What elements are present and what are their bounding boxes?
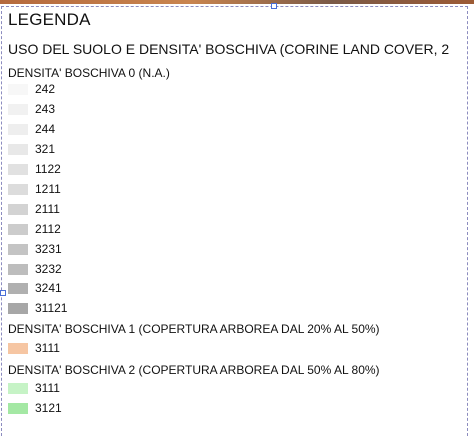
resize-handle-top[interactable] — [271, 3, 277, 9]
color-swatch — [8, 383, 28, 394]
legend-item-label: 1122 — [35, 162, 61, 176]
legend-item — [8, 301, 308, 315]
color-swatch — [8, 144, 28, 155]
group-header-density-2: DENSITA' BOSCHIVA 2 (COPERTURA ARBOREA DAL 50% AL 80%) — [8, 363, 380, 377]
legend-item-label: 1211 — [35, 182, 61, 196]
legend-item — [8, 281, 308, 295]
legend-item — [8, 202, 308, 216]
legend-item — [8, 142, 308, 156]
legend-item-label: 242 — [35, 82, 56, 96]
color-swatch — [8, 303, 28, 314]
resize-handle-left[interactable] — [0, 290, 6, 296]
legend-item-label: 3241 — [35, 281, 62, 295]
legend-item — [8, 262, 308, 276]
legend-item — [8, 162, 308, 176]
legend-item — [8, 102, 308, 116]
color-swatch — [8, 184, 28, 195]
legend-item — [8, 82, 308, 96]
map-background-strip — [0, 0, 474, 4]
color-swatch — [8, 343, 28, 354]
legend-title: LEGENDA — [8, 10, 91, 29]
legend-item — [8, 341, 308, 355]
legend-item-label: 243 — [35, 102, 56, 116]
group-header-density-0: DENSITA' BOSCHIVA 0 (N.A.) — [8, 66, 170, 80]
legend-item — [8, 182, 308, 196]
legend-item-label: 3121 — [35, 401, 62, 415]
color-swatch — [8, 244, 28, 255]
legend-item-label: 3111 — [35, 341, 60, 355]
color-swatch — [8, 84, 28, 95]
color-swatch — [8, 403, 28, 414]
group-header-density-1: DENSITA' BOSCHIVA 1 (COPERTURA ARBOREA DAL 20% AL 50%) — [8, 322, 380, 336]
legend-item-label: 31121 — [35, 301, 68, 315]
color-swatch — [8, 264, 28, 275]
legend-item-label: 321 — [35, 142, 56, 156]
legend-item — [8, 401, 308, 415]
section-title: USO DEL SUOLO E DENSITA' BOSCHIVA (CORINE LAND COVER, 2 — [8, 41, 450, 57]
legend-item-label: 3231 — [35, 242, 62, 256]
legend-item-label: 3232 — [35, 262, 62, 276]
color-swatch — [8, 104, 28, 115]
legend-item-label: 2112 — [35, 222, 61, 236]
legend-item-label: 244 — [35, 122, 56, 136]
legend-item — [8, 381, 308, 395]
legend-item-label: 3111 — [35, 381, 60, 395]
color-swatch — [8, 224, 28, 235]
color-swatch — [8, 283, 28, 294]
color-swatch — [8, 124, 28, 135]
legend-item — [8, 122, 308, 136]
legend-item — [8, 222, 308, 236]
legend-item-label: 2111 — [35, 202, 60, 216]
color-swatch — [8, 164, 28, 175]
color-swatch — [8, 204, 28, 215]
legend-item — [8, 242, 308, 256]
